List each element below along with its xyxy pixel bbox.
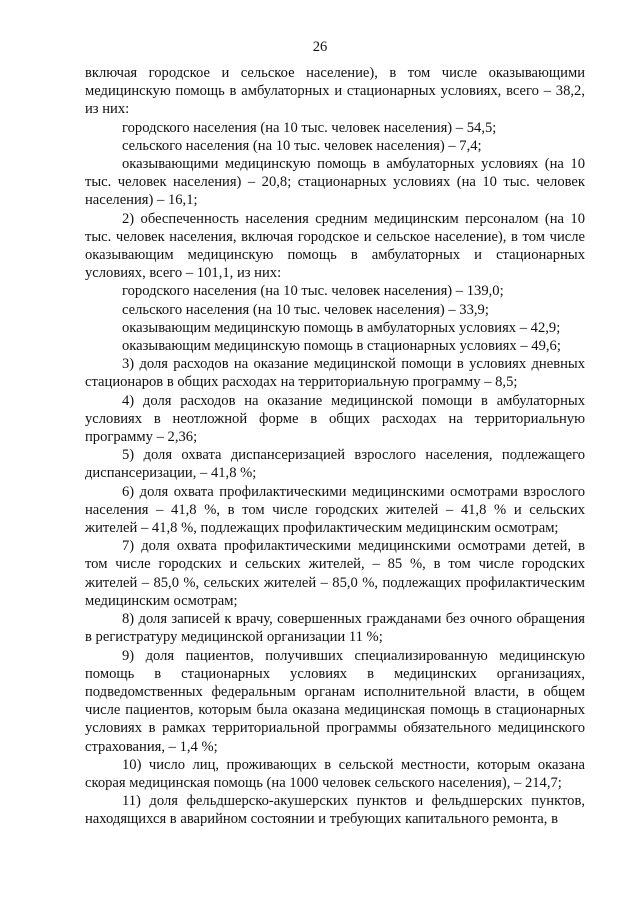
paragraph: 2) обеспеченность населения средним медицинским персоналом (на 10 тыс. человек населения, включая городское и сельское население), в том числе оказывающим медицинскую помощь в амбулаторных и стационарных условиях, всего – 101,1, из них: xyxy=(85,210,585,282)
paragraph: городского населения (на 10 тыс. человек населения) – 139,0; xyxy=(122,283,504,300)
paragraph: 10) число лиц, проживающих в сельской местности, которым оказана скорая медицинская помощь (на 1000 человек сельского населения), – 214,7; xyxy=(85,756,585,791)
paragraph: 4) доля расходов на оказание медицинской помощи в амбулаторных условиях в неотложной форме в общих расходах на территориальную программу – 2,36; xyxy=(85,392,585,446)
paragraph: 6) доля охвата профилактическими медицинскими осмотрами взрослого населения – 41,8 %, в том числе городских жителей – 41,8 % и сельских жителей – 41,8 %, подлежащих профилактическим медицинским осмотрам; xyxy=(85,483,585,537)
page-number: 26 xyxy=(312,39,328,55)
paragraph: сельского населения (на 10 тыс. человек населения) – 7,4; xyxy=(122,137,482,154)
document-body xyxy=(85,64,585,829)
paragraph: оказывающим медицинскую помощь в амбулаторных условиях – 42,9; xyxy=(122,319,561,336)
paragraph: 5) доля охвата диспансеризацией взрослого населения, подлежащего диспансеризации, – 41,8 %; xyxy=(85,447,585,482)
paragraph: 11) доля фельдшерско-акушерских пунктов и фельдшерских пунктов, находящихся в аварийном состоянии и требующих капитального ремонта, в xyxy=(85,793,585,828)
paragraph: 8) доля записей к врачу, совершенных гражданами без очного обращения в регистратуру медицинской организации 11 %; xyxy=(85,611,585,646)
paragraph: оказывающим медицинскую помощь в стационарных условиях – 49,6; xyxy=(122,338,561,355)
paragraph: 7) доля охвата профилактическими медицинскими осмотрами детей, в том числе городских и сельских жителей, – 85 %, в том числе городских жителей – 85,0 %, сельских жителей – 85,0 %, подлежащих профилактическим медицинским осмотрам; xyxy=(85,538,585,609)
paragraph: 3) доля расходов на оказание медицинской помощи в условиях дневных стационаров в общих расходах на территориальную программу – 8,5; xyxy=(85,356,585,391)
paragraph: включая городское и сельское население), в том числе оказывающими медицинскую помощь в амбулаторных и стационарных условиях, всего – 38,2, из них: xyxy=(85,65,585,118)
paragraph: 9) доля пациентов, получивших специализированную медицинскую помощь в стационарных условиях в медицинских организациях, подведомственных федеральным органам исполнительной власти, в общем числе пациентов, которым была оказана медицинская помощь в стационарных условиях в рамках территориальной программы обязательного медицинского страхования, – 1,4 %; xyxy=(85,647,585,755)
paragraph: сельского населения (на 10 тыс. человек населения) – 33,9; xyxy=(122,301,489,318)
paragraph: оказывающими медицинскую помощь в амбулаторных условиях (на 10 тыс. человек населения) – 20,8; стационарных условиях (на 10 тыс. человек населения) – 16,1; xyxy=(85,156,585,209)
paragraph: городского населения (на 10 тыс. человек населения) – 54,5; xyxy=(122,119,497,136)
